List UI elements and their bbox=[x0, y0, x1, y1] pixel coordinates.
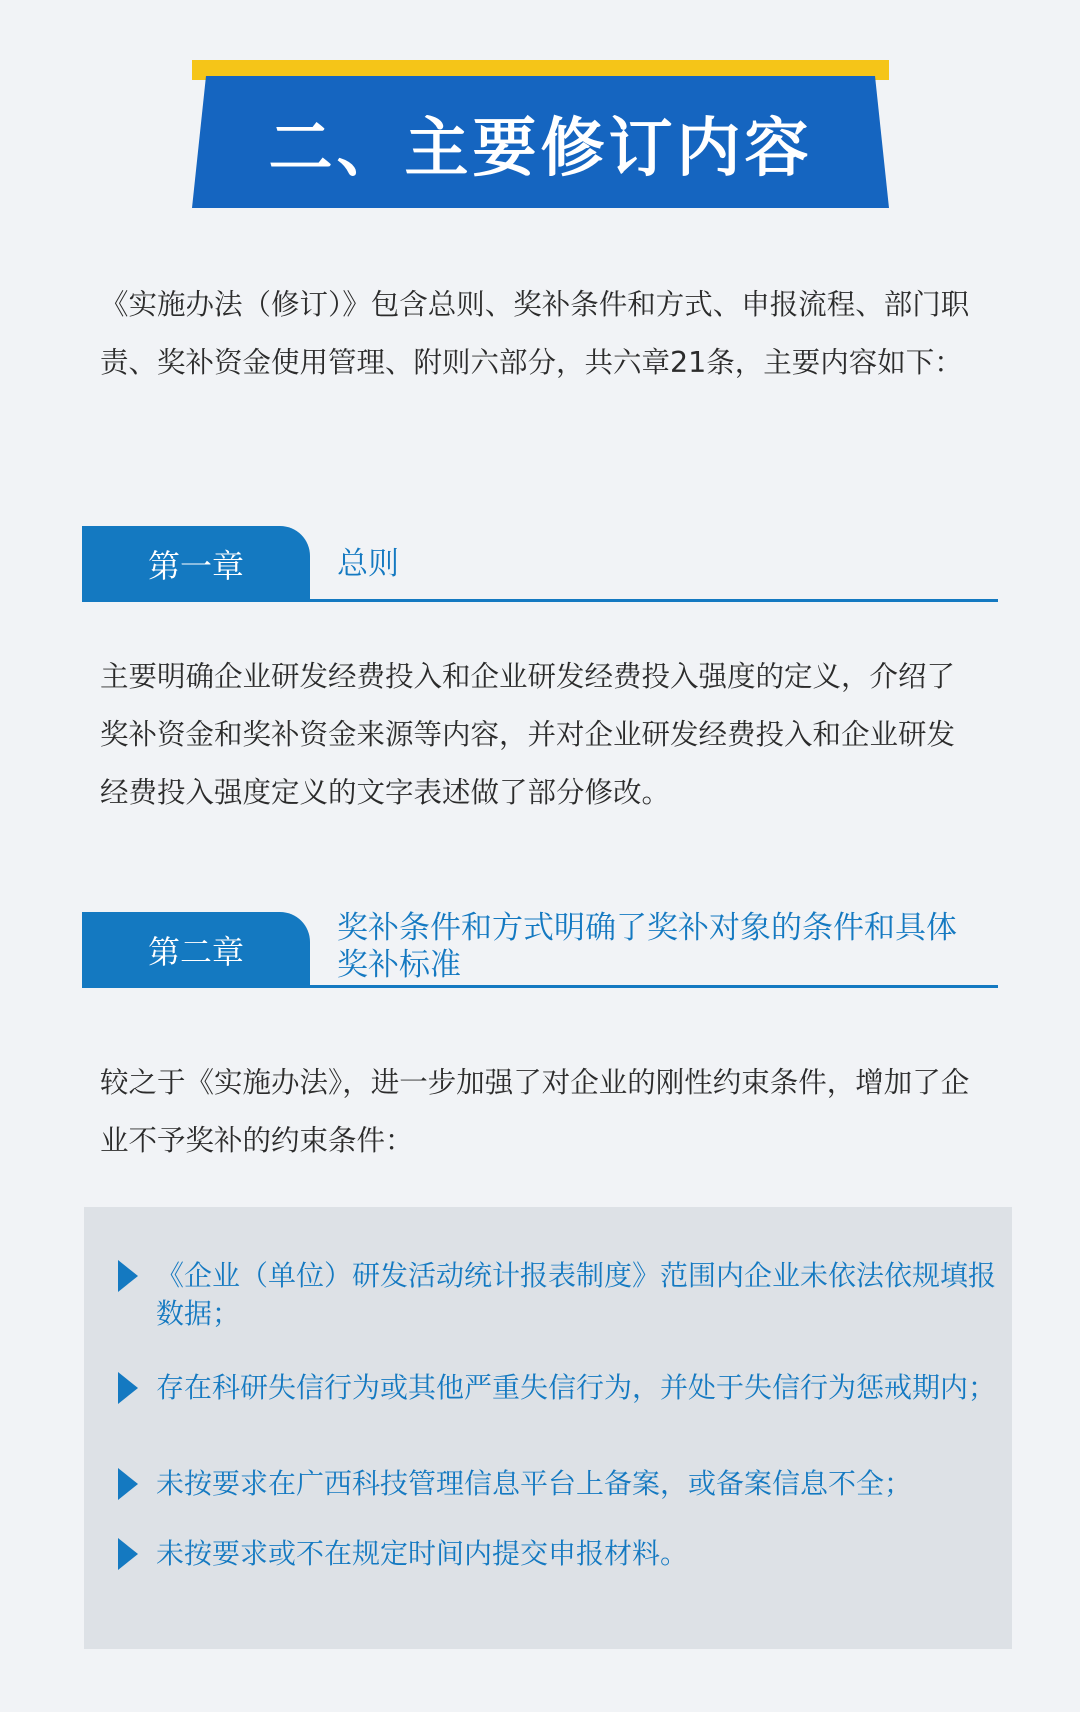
triangle-bullet-icon bbox=[118, 1538, 138, 1570]
condition-text: 未按要求或不在规定时间内提交申报材料。 bbox=[156, 1537, 689, 1570]
chapter-1-rule bbox=[82, 599, 998, 602]
condition-text: 存在科研失信行为或其他严重失信行为，并处于失信行为惩戒期内； bbox=[156, 1371, 997, 1404]
condition-text: 未按要求在广西科技管理信息平台上备案，或备案信息不全； bbox=[156, 1467, 913, 1500]
chapter-1-subtitle: 总则 bbox=[337, 546, 399, 582]
intro-paragraph: 《实施办法（修订）》包含总则、奖补条件和方式、申报流程、部门职责、奖补资金使用管理、附则六部分，共六章21条，主要内容如下： bbox=[100, 288, 970, 379]
triangle-bullet-icon bbox=[118, 1260, 138, 1292]
chapter-2-rule bbox=[82, 985, 998, 988]
triangle-bullet-icon bbox=[118, 1372, 138, 1404]
condition-text: 《企业（单位）研发活动统计报表制度》范围内企业未依法依规填报数据； bbox=[156, 1259, 997, 1330]
chapter-2-header bbox=[82, 912, 998, 988]
page-title: 二、主要修订内容 bbox=[268, 112, 813, 186]
title-banner bbox=[192, 58, 889, 210]
chapter-1-tab: 第一章 bbox=[82, 526, 310, 602]
triangle-bullet-icon bbox=[118, 1468, 138, 1500]
conditions-box bbox=[84, 1207, 1012, 1649]
chapter-1-body: 主要明确企业研发经费投入和企业研发经费投入强度的定义，介绍了奖补资金和奖补资金来源等内容，并对企业研发经费投入和企业研发经费投入强度定义的文字表述做了部分修改。 bbox=[100, 660, 956, 809]
chapter-2-tab: 第二章 bbox=[82, 912, 310, 988]
chapter-2-subtitle: 奖补条件和方式明确了奖补对象的条件和具体奖补标准 bbox=[337, 910, 957, 983]
chapter-1-header bbox=[82, 526, 998, 602]
chapter-2-body: 较之于《实施办法》，进一步加强了对企业的刚性约束条件，增加了企业不予奖补的约束条件： bbox=[100, 1066, 970, 1157]
